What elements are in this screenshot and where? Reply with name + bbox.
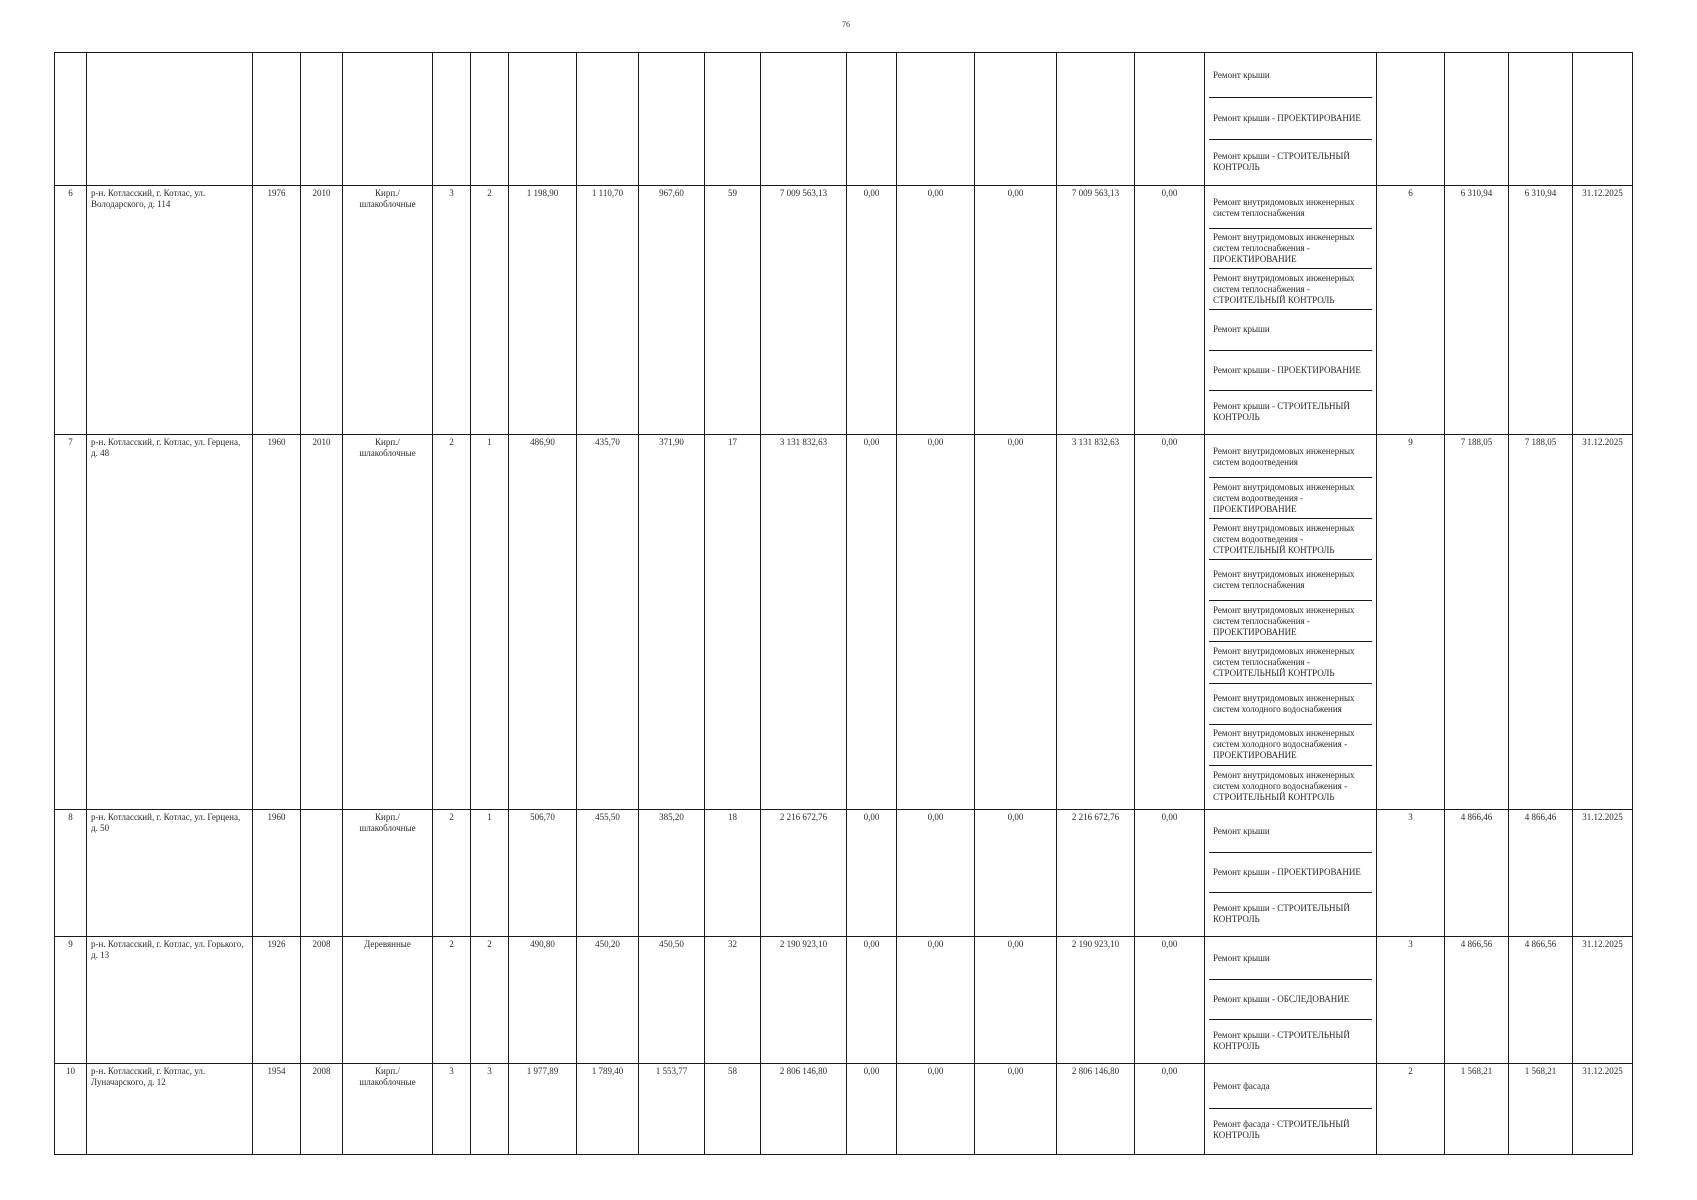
wall-material-cell: Деревянные bbox=[343, 936, 433, 1063]
work-item: Ремонт крыши bbox=[1209, 310, 1372, 351]
works-count-cell: 9 bbox=[1377, 434, 1445, 809]
area-total-cell: 486,90 bbox=[509, 434, 577, 809]
work-item: Ремонт крыши - ПРОЕКТИРОВАНИЕ bbox=[1209, 98, 1372, 141]
works-list-cell bbox=[1205, 434, 1377, 809]
fund-local-cell: 0,00 bbox=[975, 185, 1057, 434]
floors-cell: 2 bbox=[433, 434, 471, 809]
year-overhaul-cell: 2010 bbox=[301, 434, 343, 809]
work-item: Ремонт внутридомовых инженерных систем водоотведения - СТРОИТЕЛЬНЫЙ КОНТРОЛЬ bbox=[1209, 519, 1372, 560]
cost-total-cell: 3 131 832,63 bbox=[761, 434, 847, 809]
table-row bbox=[55, 53, 1633, 186]
deadline-cell: 31.12.2025 bbox=[1573, 434, 1633, 809]
residents-cell bbox=[705, 53, 761, 186]
area-total-cell: 506,70 bbox=[509, 809, 577, 936]
entrances-cell: 1 bbox=[471, 434, 509, 809]
works-count-cell: 6 bbox=[1377, 185, 1445, 434]
year-overhaul-cell bbox=[301, 809, 343, 936]
floors-cell: 3 bbox=[433, 185, 471, 434]
work-item: Ремонт крыши - СТРОИТЕЛЬНЫЙ КОНТРОЛЬ bbox=[1213, 400, 1350, 422]
floors-cell bbox=[433, 53, 471, 186]
wall-material-cell: Кирп./ шлакоблочные bbox=[343, 434, 433, 809]
wall-material-cell: Кирп./ шлакоблочные bbox=[343, 185, 433, 434]
work-item: Ремонт внутридомовых инженерных систем теплоснабжения - ПРОЕКТИРОВАНИЕ bbox=[1209, 601, 1372, 642]
works-list bbox=[1209, 437, 1372, 807]
fund-owners-cell bbox=[1057, 53, 1135, 186]
unit-cost-cell: 4 866,46 bbox=[1445, 809, 1509, 936]
fund-regional-cell: 0,00 bbox=[897, 936, 975, 1063]
fund-regional-cell: 0,00 bbox=[897, 1063, 975, 1154]
year-overhaul-cell bbox=[301, 53, 343, 186]
fund-local-cell: 0,00 bbox=[975, 434, 1057, 809]
work-item: Ремонт крыши bbox=[1209, 939, 1372, 980]
fund-other-cell: 0,00 bbox=[1135, 185, 1205, 434]
year-built-cell bbox=[253, 53, 301, 186]
entrances-cell: 1 bbox=[471, 809, 509, 936]
work-item: Ремонт крыши - СТРОИТЕЛЬНЫЙ КОНТРОЛЬ bbox=[1213, 902, 1350, 924]
deadline-cell: 31.12.2025 bbox=[1573, 185, 1633, 434]
address-cell: р-н. Котласский, г. Котлас, ул. Горького, д. 13 bbox=[87, 936, 253, 1063]
area-living-cell: 1 110,70 bbox=[577, 185, 639, 434]
fund-local-cell: 0,00 bbox=[975, 809, 1057, 936]
works-list-cell bbox=[1205, 936, 1377, 1063]
work-item: Ремонт крыши - СТРОИТЕЛЬНЫЙ КОНТРОЛЬ bbox=[1213, 1029, 1350, 1051]
row-number: 9 bbox=[55, 936, 87, 1063]
entrances-cell: 3 bbox=[471, 1063, 509, 1154]
entrances-cell: 2 bbox=[471, 936, 509, 1063]
works-count-cell: 2 bbox=[1377, 1063, 1445, 1154]
unit-cost-limit-cell: 6 310,94 bbox=[1509, 185, 1573, 434]
work-item: Ремонт крыши - ПРОЕКТИРОВАНИЕ bbox=[1209, 351, 1372, 392]
cost-total-cell: 2 190 923,10 bbox=[761, 936, 847, 1063]
area-living-cell bbox=[577, 53, 639, 186]
year-built-cell: 1976 bbox=[253, 185, 301, 434]
area-living-cell: 455,50 bbox=[577, 809, 639, 936]
fund-federal-cell: 0,00 bbox=[847, 936, 897, 1063]
fund-federal-cell bbox=[847, 53, 897, 186]
address-cell: р-н. Котласский, г. Котлас, ул. Луначарского, д. 12 bbox=[87, 1063, 253, 1154]
row-number: 10 bbox=[55, 1063, 87, 1154]
fund-other-cell bbox=[1135, 53, 1205, 186]
deadline-cell: 31.12.2025 bbox=[1573, 1063, 1633, 1154]
table-row bbox=[55, 1063, 1633, 1154]
fund-federal-cell: 0,00 bbox=[847, 1063, 897, 1154]
fund-federal-cell: 0,00 bbox=[847, 434, 897, 809]
works-list bbox=[1209, 939, 1372, 1061]
table-row bbox=[55, 809, 1633, 936]
unit-cost-limit-cell: 1 568,21 bbox=[1509, 1063, 1573, 1154]
year-built-cell: 1960 bbox=[253, 809, 301, 936]
fund-other-cell: 0,00 bbox=[1135, 936, 1205, 1063]
area-owned-cell: 371,90 bbox=[639, 434, 705, 809]
deadline-cell: 31.12.2025 bbox=[1573, 936, 1633, 1063]
work-item: Ремонт внутридомовых инженерных систем теплоснабжения - СТРОИТЕЛЬНЫЙ КОНТРОЛЬ bbox=[1209, 269, 1372, 310]
fund-regional-cell: 0,00 bbox=[897, 809, 975, 936]
area-owned-cell: 967,60 bbox=[639, 185, 705, 434]
year-overhaul-cell: 2008 bbox=[301, 936, 343, 1063]
unit-cost-cell bbox=[1445, 53, 1509, 186]
year-built-cell: 1926 bbox=[253, 936, 301, 1063]
work-item: Ремонт крыши - СТРОИТЕЛЬНЫЙ КОНТРОЛЬ bbox=[1213, 150, 1350, 172]
floors-cell: 3 bbox=[433, 1063, 471, 1154]
area-total-cell bbox=[509, 53, 577, 186]
wall-material-cell bbox=[343, 53, 433, 186]
works-list bbox=[1209, 1066, 1372, 1152]
year-built-cell: 1960 bbox=[253, 434, 301, 809]
fund-local-cell: 0,00 bbox=[975, 936, 1057, 1063]
fund-local-cell bbox=[975, 53, 1057, 186]
fund-owners-cell: 2 216 672,76 bbox=[1057, 809, 1135, 936]
wall-material-cell: Кирп./ шлакоблочные bbox=[343, 1063, 433, 1154]
unit-cost-limit-cell: 7 188,05 bbox=[1509, 434, 1573, 809]
floors-cell: 2 bbox=[433, 936, 471, 1063]
fund-owners-cell: 2 190 923,10 bbox=[1057, 936, 1135, 1063]
work-item: Ремонт внутридомовых инженерных систем теплоснабжения - СТРОИТЕЛЬНЫЙ КОНТРОЛЬ bbox=[1209, 642, 1372, 683]
cost-total-cell: 2 806 146,80 bbox=[761, 1063, 847, 1154]
fund-other-cell: 0,00 bbox=[1135, 434, 1205, 809]
area-owned-cell: 1 553,77 bbox=[639, 1063, 705, 1154]
residents-cell: 58 bbox=[705, 1063, 761, 1154]
deadline-cell: 31.12.2025 bbox=[1573, 809, 1633, 936]
fund-owners-cell: 7 009 563,13 bbox=[1057, 185, 1135, 434]
floors-cell: 2 bbox=[433, 809, 471, 936]
residents-cell: 17 bbox=[705, 434, 761, 809]
works-list-cell bbox=[1205, 185, 1377, 434]
fund-local-cell: 0,00 bbox=[975, 1063, 1057, 1154]
deadline-cell bbox=[1573, 53, 1633, 186]
area-owned-cell bbox=[639, 53, 705, 186]
year-overhaul-cell: 2010 bbox=[301, 185, 343, 434]
fund-federal-cell: 0,00 bbox=[847, 185, 897, 434]
residents-cell: 18 bbox=[705, 809, 761, 936]
work-item: Ремонт фасада - СТРОИТЕЛЬНЫЙ КОНТРОЛЬ bbox=[1213, 1119, 1350, 1141]
unit-cost-cell: 6 310,94 bbox=[1445, 185, 1509, 434]
work-item: Ремонт крыши - ПРОЕКТИРОВАНИЕ bbox=[1209, 853, 1372, 894]
area-owned-cell: 385,20 bbox=[639, 809, 705, 936]
unit-cost-cell: 4 866,56 bbox=[1445, 936, 1509, 1063]
unit-cost-cell: 1 568,21 bbox=[1445, 1063, 1509, 1154]
address-cell bbox=[87, 53, 253, 186]
wall-material-cell: Кирп./ шлакоблочные bbox=[343, 809, 433, 936]
row-number: 8 bbox=[55, 809, 87, 936]
works-list bbox=[1209, 812, 1372, 934]
fund-regional-cell bbox=[897, 53, 975, 186]
page-number: 76 bbox=[842, 20, 850, 29]
fund-regional-cell: 0,00 bbox=[897, 434, 975, 809]
work-item: Ремонт внутридомовых инженерных систем теплоснабжения bbox=[1209, 560, 1372, 601]
area-total-cell: 490,80 bbox=[509, 936, 577, 1063]
work-item: Ремонт фасада bbox=[1209, 1066, 1372, 1109]
works-count-cell bbox=[1377, 53, 1445, 186]
unit-cost-limit-cell: 4 866,56 bbox=[1509, 936, 1573, 1063]
works-count-cell: 3 bbox=[1377, 809, 1445, 936]
works-list bbox=[1209, 55, 1372, 183]
work-item: Ремонт внутридомовых инженерных систем водоотведения - ПРОЕКТИРОВАНИЕ bbox=[1209, 478, 1372, 519]
fund-other-cell: 0,00 bbox=[1135, 809, 1205, 936]
work-item: Ремонт внутридомовых инженерных систем водоотведения bbox=[1209, 437, 1372, 478]
address-cell: р-н. Котласский, г. Котлас, ул. Володарского, д. 114 bbox=[87, 185, 253, 434]
repair-program-table bbox=[54, 52, 1633, 1155]
table-row bbox=[55, 434, 1633, 809]
area-total-cell: 1 977,89 bbox=[509, 1063, 577, 1154]
works-list-cell bbox=[1205, 53, 1377, 186]
fund-owners-cell: 3 131 832,63 bbox=[1057, 434, 1135, 809]
work-item: Ремонт крыши bbox=[1209, 812, 1372, 853]
row-number: 6 bbox=[55, 185, 87, 434]
works-count-cell: 3 bbox=[1377, 936, 1445, 1063]
unit-cost-limit-cell: 4 866,46 bbox=[1509, 809, 1573, 936]
area-living-cell: 435,70 bbox=[577, 434, 639, 809]
residents-cell: 32 bbox=[705, 936, 761, 1063]
table-row bbox=[55, 185, 1633, 434]
address-cell: р-н. Котласский, г. Котлас, ул. Герцена, д. 48 bbox=[87, 434, 253, 809]
table-row bbox=[55, 936, 1633, 1063]
cost-total-cell: 2 216 672,76 bbox=[761, 809, 847, 936]
works-list-cell bbox=[1205, 809, 1377, 936]
work-item: Ремонт внутридомовых инженерных систем холодного водоснабжения bbox=[1209, 684, 1372, 725]
unit-cost-cell: 7 188,05 bbox=[1445, 434, 1509, 809]
area-living-cell: 450,20 bbox=[577, 936, 639, 1063]
fund-other-cell: 0,00 bbox=[1135, 1063, 1205, 1154]
area-living-cell: 1 789,40 bbox=[577, 1063, 639, 1154]
work-item: Ремонт внутридомовых инженерных систем теплоснабжения bbox=[1209, 188, 1372, 229]
work-item: Ремонт внутридомовых инженерных систем холодного водоснабжения - ПРОЕКТИРОВАНИЕ bbox=[1209, 725, 1372, 766]
area-owned-cell: 450,50 bbox=[639, 936, 705, 1063]
works-list-cell bbox=[1205, 1063, 1377, 1154]
fund-owners-cell: 2 806 146,80 bbox=[1057, 1063, 1135, 1154]
year-overhaul-cell: 2008 bbox=[301, 1063, 343, 1154]
row-number bbox=[55, 53, 87, 186]
fund-federal-cell: 0,00 bbox=[847, 809, 897, 936]
fund-regional-cell: 0,00 bbox=[897, 185, 975, 434]
work-item: Ремонт внутридомовых инженерных систем холодного водоснабжения - СТРОИТЕЛЬНЫЙ КОНТРОЛЬ bbox=[1213, 769, 1355, 802]
area-total-cell: 1 198,90 bbox=[509, 185, 577, 434]
work-item: Ремонт крыши bbox=[1209, 55, 1372, 98]
work-item: Ремонт крыши - ОБСЛЕДОВАНИЕ bbox=[1209, 980, 1372, 1021]
residents-cell: 59 bbox=[705, 185, 761, 434]
address-cell: р-н. Котласский, г. Котлас, ул. Герцена, д. 50 bbox=[87, 809, 253, 936]
entrances-cell bbox=[471, 53, 509, 186]
unit-cost-limit-cell bbox=[1509, 53, 1573, 186]
cost-total-cell bbox=[761, 53, 847, 186]
work-item: Ремонт внутридомовых инженерных систем теплоснабжения - ПРОЕКТИРОВАНИЕ bbox=[1209, 229, 1372, 270]
year-built-cell: 1954 bbox=[253, 1063, 301, 1154]
works-list bbox=[1209, 188, 1372, 432]
row-number: 7 bbox=[55, 434, 87, 809]
entrances-cell: 2 bbox=[471, 185, 509, 434]
cost-total-cell: 7 009 563,13 bbox=[761, 185, 847, 434]
